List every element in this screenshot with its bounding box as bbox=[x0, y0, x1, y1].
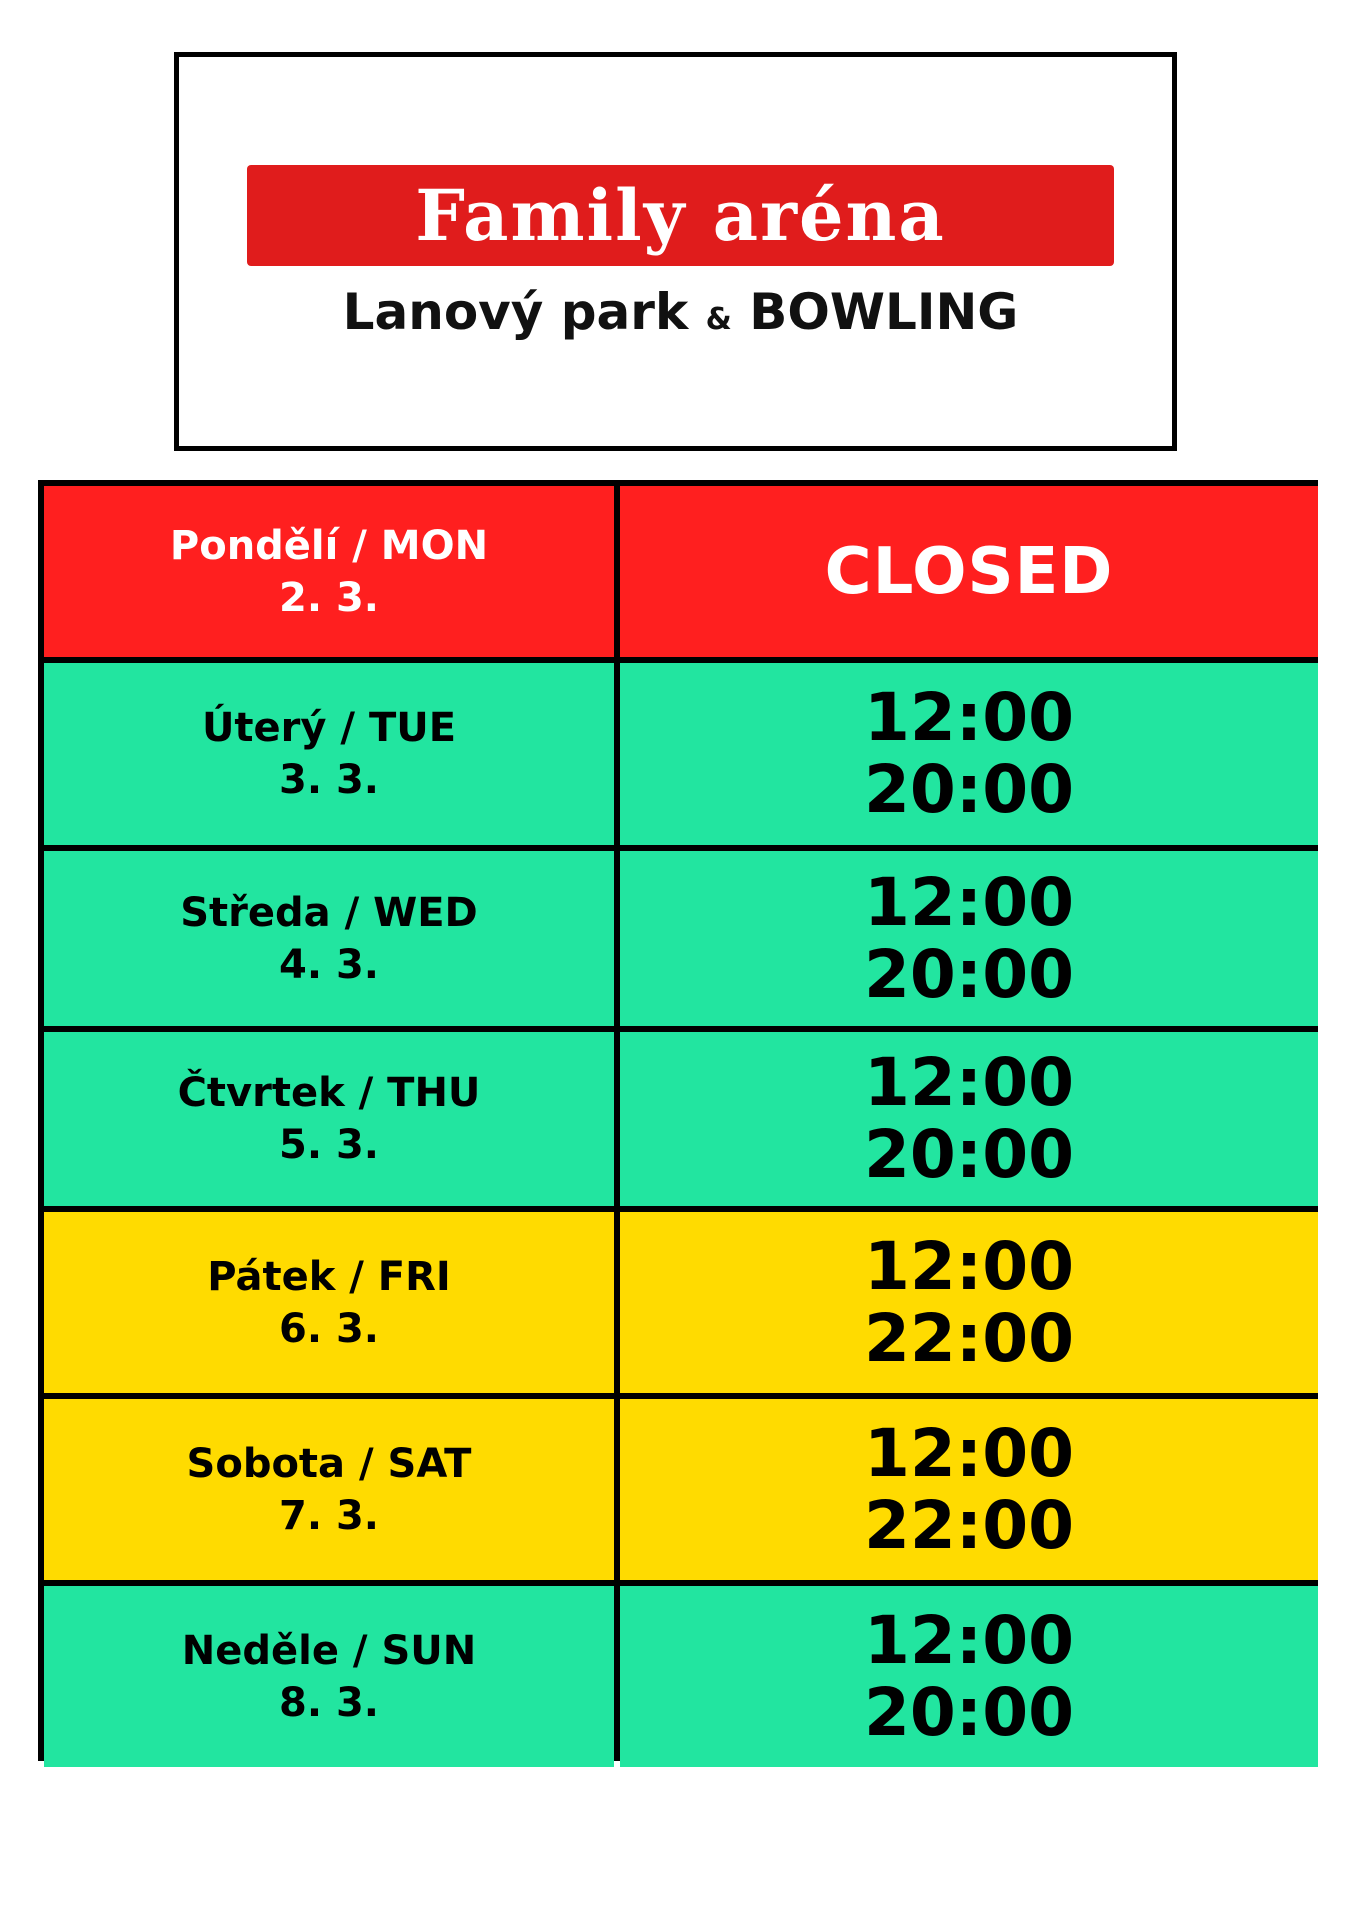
day-name: Pondělí / MON bbox=[169, 522, 489, 569]
day-name: Čtvrtek / THU bbox=[177, 1070, 481, 1116]
day-name: Středa / WED bbox=[180, 889, 478, 936]
close-time: 20:00 bbox=[863, 1673, 1075, 1751]
logo-subtitle-amp: & bbox=[705, 302, 732, 337]
hours-cell-sat bbox=[620, 1399, 1318, 1580]
day-cell-wed bbox=[44, 851, 614, 1026]
hours-cell-wed bbox=[620, 851, 1318, 1026]
day-date: 6. 3. bbox=[279, 1305, 379, 1352]
day-date: 5. 3. bbox=[279, 1122, 379, 1168]
open-time: 12:00 bbox=[863, 1227, 1075, 1305]
day-cell-mon bbox=[44, 486, 614, 657]
day-date: 4. 3. bbox=[279, 941, 379, 988]
open-time: 12:00 bbox=[863, 863, 1075, 941]
day-cell-tue bbox=[44, 663, 614, 845]
open-time: 12:00 bbox=[863, 1044, 1075, 1121]
day-date: 3. 3. bbox=[279, 757, 379, 803]
logo-subtitle-bowling: BOWLING bbox=[749, 283, 1019, 341]
hours-cell-thu bbox=[620, 1032, 1318, 1206]
open-time: 12:00 bbox=[863, 1414, 1075, 1492]
close-time: 22:00 bbox=[863, 1299, 1075, 1377]
logo-title: Family aréna bbox=[247, 165, 1114, 266]
day-name: Pátek / FRI bbox=[207, 1253, 451, 1300]
day-cell-fri bbox=[44, 1212, 614, 1393]
day-cell-sat bbox=[44, 1399, 614, 1580]
day-date: 8. 3. bbox=[279, 1679, 379, 1726]
hours-cell-fri bbox=[620, 1212, 1318, 1393]
logo-box bbox=[174, 52, 1177, 451]
close-time: 20:00 bbox=[863, 935, 1075, 1013]
day-cell-thu bbox=[44, 1032, 614, 1206]
day-cell-sun bbox=[44, 1586, 614, 1767]
day-date: 7. 3. bbox=[279, 1492, 379, 1539]
open-time: 12:00 bbox=[863, 1601, 1075, 1679]
day-name: Úterý / TUE bbox=[201, 705, 457, 751]
closed-label: CLOSED bbox=[824, 534, 1114, 609]
day-date: 2. 3. bbox=[279, 574, 379, 621]
opening-hours-table bbox=[38, 480, 1318, 1761]
close-time: 20:00 bbox=[863, 1116, 1075, 1193]
hours-cell-mon bbox=[620, 486, 1318, 657]
close-time: 20:00 bbox=[863, 751, 1075, 828]
hours-cell-sun bbox=[620, 1586, 1318, 1767]
logo-subtitle-park: Lanový park bbox=[342, 283, 689, 341]
close-time: 22:00 bbox=[863, 1486, 1075, 1564]
hours-cell-tue bbox=[620, 663, 1318, 845]
day-name: Neděle / SUN bbox=[181, 1627, 477, 1674]
open-time: 12:00 bbox=[863, 679, 1075, 756]
day-name: Sobota / SAT bbox=[186, 1440, 472, 1487]
logo-subtitle bbox=[247, 277, 1114, 347]
